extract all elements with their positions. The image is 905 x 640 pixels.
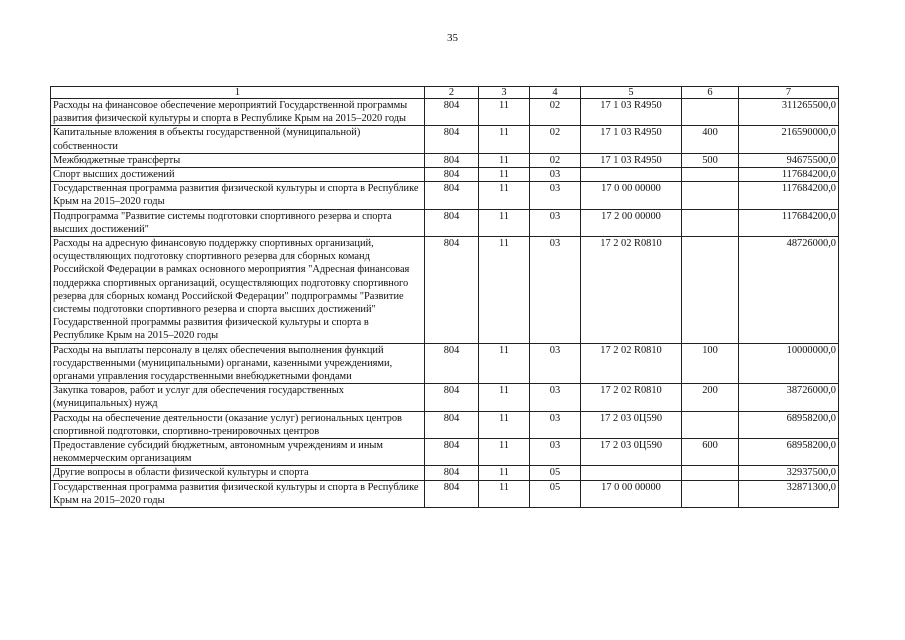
- subsection-code-cell: 03: [530, 182, 581, 209]
- amount-cell: 216590000,0: [739, 126, 839, 153]
- subsection-code-cell: 03: [530, 439, 581, 466]
- page-number: 35: [447, 32, 458, 44]
- row-name-cell: Спорт высших достижений: [51, 168, 425, 182]
- row-name-cell: Межбюджетные трансферты: [51, 153, 425, 167]
- department-code-cell: 804: [425, 153, 479, 167]
- column-header: 3: [479, 87, 530, 99]
- row-name-cell: Государственная программа развития физической культуры и спорта в Республике Крым на 2015–2020 годы: [51, 182, 425, 209]
- target-article-cell: 17 1 03 R4950: [581, 126, 682, 153]
- amount-cell: 117684200,0: [739, 182, 839, 209]
- row-name-cell: Капитальные вложения в объекты государственной (муниципальной) собственности: [51, 126, 425, 153]
- column-header: 4: [530, 87, 581, 99]
- row-name-cell: Расходы на адресную финансовую поддержку спортивных организаций, осуществляющих подготовку спортивного резерва для сборных команд Российской Федерации в рамках основного мероприятия "Адресная финансовая поддержка спортивных организаций, осуществляющих подготовку спортивного резерва для сборных команд Российской Федерации" подпрограммы "Развитие системы подготовки спортивного резерва и спорта высших достижений" Государственной программы развития физической культуры и спорта в Республике Крым на 2015–2020 годы: [51, 237, 425, 344]
- amount-cell: 68958200,0: [739, 439, 839, 466]
- row-name-cell: Расходы на выплаты персоналу в целях обеспечения выполнения функций государственными (муниципальными) органами, казенными учреждениями, органами управления государственными внебюджетными фондами: [51, 343, 425, 384]
- amount-cell: 32871300,0: [739, 480, 839, 507]
- row-name-cell: Государственная программа развития физической культуры и спорта в Республике Крым на 2015–2020 годы: [51, 480, 425, 507]
- department-code-cell: 804: [425, 343, 479, 384]
- target-article-cell: 17 0 00 00000: [581, 480, 682, 507]
- section-code-cell: 11: [479, 168, 530, 182]
- amount-cell: 32937500,0: [739, 466, 839, 480]
- row-name-cell: Расходы на финансовое обеспечение мероприятий Государственной программы развития физической культуры и спорта в Республике Крым на 2015–2020 годы: [51, 99, 425, 126]
- target-article-cell: [581, 466, 682, 480]
- row-name-cell: Другие вопросы в области физической культуры и спорта: [51, 466, 425, 480]
- column-header: 2: [425, 87, 479, 99]
- amount-cell: 311265500,0: [739, 99, 839, 126]
- department-code-cell: 804: [425, 126, 479, 153]
- target-article-cell: 17 2 03 0Ц590: [581, 439, 682, 466]
- section-code-cell: 11: [479, 480, 530, 507]
- department-code-cell: 804: [425, 411, 479, 438]
- section-code-cell: 11: [479, 126, 530, 153]
- column-header: 7: [739, 87, 839, 99]
- subsection-code-cell: 05: [530, 466, 581, 480]
- target-article-cell: 17 2 02 R0810: [581, 343, 682, 384]
- table-row: [51, 466, 839, 480]
- subsection-code-cell: 03: [530, 384, 581, 411]
- amount-cell: 38726000,0: [739, 384, 839, 411]
- table-body: [51, 99, 839, 508]
- subsection-code-cell: 03: [530, 343, 581, 384]
- subsection-code-cell: 05: [530, 480, 581, 507]
- section-code-cell: 11: [479, 384, 530, 411]
- column-header: 6: [682, 87, 739, 99]
- section-code-cell: 11: [479, 182, 530, 209]
- subsection-code-cell: 03: [530, 168, 581, 182]
- column-header: 1: [51, 87, 425, 99]
- subsection-code-cell: 03: [530, 209, 581, 236]
- expense-type-cell: 600: [682, 439, 739, 466]
- section-code-cell: 11: [479, 237, 530, 344]
- row-name-cell: Расходы на обеспечение деятельности (оказание услуг) региональных центров спортивной подготовки, спортивно-тренировочных центров: [51, 411, 425, 438]
- department-code-cell: 804: [425, 466, 479, 480]
- table-row: [51, 343, 839, 384]
- row-name-cell: Подпрограмма "Развитие системы подготовки спортивного резерва и спорта высших достижений": [51, 209, 425, 236]
- subsection-code-cell: 03: [530, 411, 581, 438]
- table-row: [51, 153, 839, 167]
- expense-type-cell: [682, 168, 739, 182]
- section-code-cell: 11: [479, 343, 530, 384]
- subsection-code-cell: 02: [530, 99, 581, 126]
- expense-type-cell: [682, 480, 739, 507]
- expense-type-cell: [682, 99, 739, 126]
- department-code-cell: 804: [425, 99, 479, 126]
- target-article-cell: 17 1 03 R4950: [581, 153, 682, 167]
- table-row: [51, 209, 839, 236]
- department-code-cell: 804: [425, 480, 479, 507]
- target-article-cell: 17 2 02 R0810: [581, 237, 682, 344]
- row-name-cell: Закупка товаров, работ и услуг для обеспечения государственных (муниципальных) нужд: [51, 384, 425, 411]
- column-header: 5: [581, 87, 682, 99]
- table-row: [51, 126, 839, 153]
- expense-type-cell: [682, 237, 739, 344]
- amount-cell: 68958200,0: [739, 411, 839, 438]
- section-code-cell: 11: [479, 209, 530, 236]
- target-article-cell: [581, 168, 682, 182]
- table-row: [51, 384, 839, 411]
- amount-cell: 117684200,0: [739, 168, 839, 182]
- subsection-code-cell: 02: [530, 153, 581, 167]
- target-article-cell: 17 1 03 R4950: [581, 99, 682, 126]
- target-article-cell: 17 2 00 00000: [581, 209, 682, 236]
- section-code-cell: 11: [479, 153, 530, 167]
- expense-type-cell: 500: [682, 153, 739, 167]
- amount-cell: 117684200,0: [739, 209, 839, 236]
- expense-type-cell: 100: [682, 343, 739, 384]
- expense-type-cell: [682, 411, 739, 438]
- department-code-cell: 804: [425, 168, 479, 182]
- subsection-code-cell: 02: [530, 126, 581, 153]
- department-code-cell: 804: [425, 384, 479, 411]
- table-row: [51, 182, 839, 209]
- amount-cell: 94675500,0: [739, 153, 839, 167]
- amount-cell: 10000000,0: [739, 343, 839, 384]
- target-article-cell: 17 2 02 R0810: [581, 384, 682, 411]
- section-code-cell: 11: [479, 466, 530, 480]
- budget-table: [50, 86, 839, 508]
- table-row: [51, 237, 839, 344]
- column-number-row: [51, 87, 839, 99]
- section-code-cell: 11: [479, 99, 530, 126]
- target-article-cell: 17 2 03 0Ц590: [581, 411, 682, 438]
- row-name-cell: Предоставление субсидий бюджетным, автономным учреждениям и иным некоммерческим организациям: [51, 439, 425, 466]
- table-row: [51, 480, 839, 507]
- table-row: [51, 99, 839, 126]
- subsection-code-cell: 03: [530, 237, 581, 344]
- expense-type-cell: [682, 182, 739, 209]
- expense-type-cell: 200: [682, 384, 739, 411]
- department-code-cell: 804: [425, 439, 479, 466]
- section-code-cell: 11: [479, 439, 530, 466]
- expense-type-cell: 400: [682, 126, 739, 153]
- amount-cell: 48726000,0: [739, 237, 839, 344]
- department-code-cell: 804: [425, 209, 479, 236]
- department-code-cell: 804: [425, 182, 479, 209]
- section-code-cell: 11: [479, 411, 530, 438]
- table-row: [51, 168, 839, 182]
- table-row: [51, 411, 839, 438]
- table-row: [51, 439, 839, 466]
- expense-type-cell: [682, 466, 739, 480]
- target-article-cell: 17 0 00 00000: [581, 182, 682, 209]
- expense-type-cell: [682, 209, 739, 236]
- department-code-cell: 804: [425, 237, 479, 344]
